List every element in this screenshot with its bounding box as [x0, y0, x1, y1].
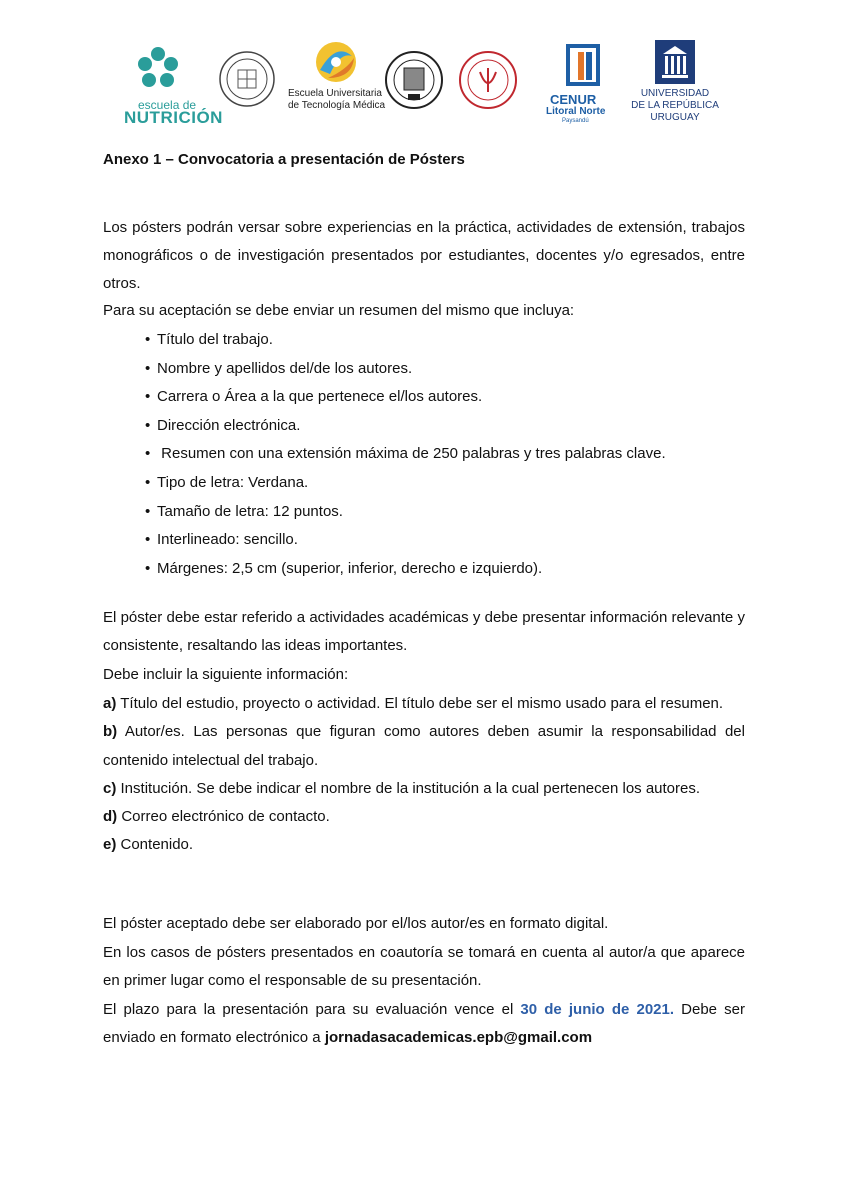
info-item [103, 690, 745, 718]
item-letter: c) [103, 779, 117, 797]
poster-info-list [103, 690, 745, 860]
item-letter: d) [103, 808, 118, 826]
deadline-intro-text: El plazo para la presentación para su evaluación vence el [103, 1001, 521, 1018]
acceptance-intro: Para su aceptación se debe enviar un resumen del mismo que incluya: [103, 302, 575, 319]
cenur-emblem-icon [564, 42, 604, 88]
final-paragraph-2: En los casos de pósters presentados en coautoría se tomará en cuenta al autor/a que aparece en primer lugar como el responsable de su presentación. [103, 944, 745, 989]
requirement-text: Tamaño de letra: 12 puntos. [157, 502, 343, 520]
item-text: Título del estudio, proyecto o actividad. El título debe ser el mismo usado para el resumen. [116, 695, 724, 712]
cenur-logo-line2: Litoral Norte [546, 106, 606, 117]
eutm-logo-line1: Escuela Universitaria [288, 88, 382, 99]
contact-email[interactable]: jornadasacademicas.epb@gmail.com [324, 1029, 593, 1046]
requirement-text: Título del trabajo. [157, 331, 273, 348]
poster-description: El póster debe estar referido a actividades académicas y debe presentar información relevante y consistente, resaltando las ideas importantes. [103, 609, 745, 654]
bullet-icon: • [145, 473, 151, 491]
bullet-icon: • [145, 559, 151, 577]
requirement-item [145, 383, 666, 412]
requirement-text: Tipo de letra: Verdana. [157, 473, 309, 491]
requirement-text: Interlineado: sencillo. [157, 531, 298, 549]
requirement-item [145, 412, 666, 441]
nutricion-logo-line2: NUTRICIÓN [124, 108, 223, 127]
bullet-icon: • [145, 359, 151, 377]
requirement-item [145, 326, 666, 355]
udelar-building-icon [655, 40, 695, 84]
requirement-item [145, 526, 666, 555]
final-paragraph-1: El póster aceptado debe ser elaborado por el/los autor/es en formato digital. [103, 915, 609, 932]
enfermeria-seal-logo [458, 50, 518, 115]
deadline-date: 30 de junio de 2021. [520, 1001, 675, 1018]
item-letter: b) [103, 723, 118, 741]
intro-paragraph: Los pósters podrán versar sobre experiencias en la práctica, actividades de extensión, trabajos monográficos o de investigación presentados por estudiantes, docentes y/o egresados, entre otros. [103, 219, 745, 292]
udelar-logo-line1: UNIVERSIDAD [640, 88, 710, 99]
nutricion-flower-icon [130, 44, 230, 100]
faculty-seal-icon [384, 50, 444, 110]
info-item [103, 803, 745, 831]
requirement-text: Márgenes: 2,5 cm (superior, inferior, derecho e izquierdo). [157, 559, 543, 577]
logo-row [100, 38, 760, 128]
bullet-icon: • [145, 502, 151, 520]
requirement-text: Nombre y apellidos del/de los autores. [157, 359, 413, 377]
university-seal-icon [218, 50, 276, 108]
item-letter: e) [103, 836, 117, 854]
seal-logo-2 [384, 50, 444, 115]
requirement-item [145, 440, 666, 469]
seal-logo-1 [218, 50, 276, 113]
item-text: Autor/es. Las personas que figuran como autores deben asumir la responsabilidad del contenido intelectual del trabajo. [103, 723, 745, 769]
item-text: Correo electrónico de contacto. [117, 808, 330, 826]
eutm-swirl-icon [306, 40, 366, 88]
info-item [103, 718, 745, 775]
udelar-logo-line2: DE LA REPÚBLICA [631, 100, 719, 111]
document-heading: Anexo 1 – Convocatoria a presentación de Pósters [103, 151, 465, 168]
item-text: Institución. Se debe indicar el nombre de la institución a la cual pertenecen los autores. [116, 779, 701, 797]
requirement-item [145, 355, 666, 384]
cenur-logo-line1: CENUR [550, 92, 597, 107]
requirement-item [145, 498, 666, 527]
requirement-item [145, 555, 666, 584]
info-item [103, 775, 745, 803]
submission-text: Debe ser enviado en formato electrónico a [103, 1001, 745, 1046]
requirement-text: Carrera o Área a la que pertenece el/los autores. [157, 388, 483, 406]
requirement-item [145, 469, 666, 498]
eutm-logo-line2: de Tecnología Médica [288, 100, 386, 111]
bullet-icon: • [145, 331, 151, 348]
bullet-icon: • [145, 388, 151, 406]
eutm-logo-caption [288, 88, 385, 112]
info-item [103, 831, 745, 859]
final-paragraph-3 [103, 996, 745, 1052]
item-letter: a) [103, 695, 117, 712]
requirement-text: Dirección electrónica. [157, 416, 301, 434]
bullet-icon: • [145, 416, 151, 434]
enfermeria-seal-icon [458, 50, 518, 110]
must-include-label: Debe incluir la siguiente información: [103, 666, 349, 683]
requirements-list [145, 326, 666, 583]
nutricion-logo-line1: escuela de [138, 98, 197, 112]
udelar-logo-line3: URUGUAY [650, 112, 700, 123]
requirement-text: Resumen con una extensión máxima de 250 palabras y tres palabras clave. [157, 445, 666, 463]
cenur-logo-line3: Paysandú [562, 118, 589, 124]
bullet-icon: • [145, 531, 151, 549]
bullet-icon: • [145, 445, 151, 463]
item-text: Contenido. [116, 836, 194, 854]
